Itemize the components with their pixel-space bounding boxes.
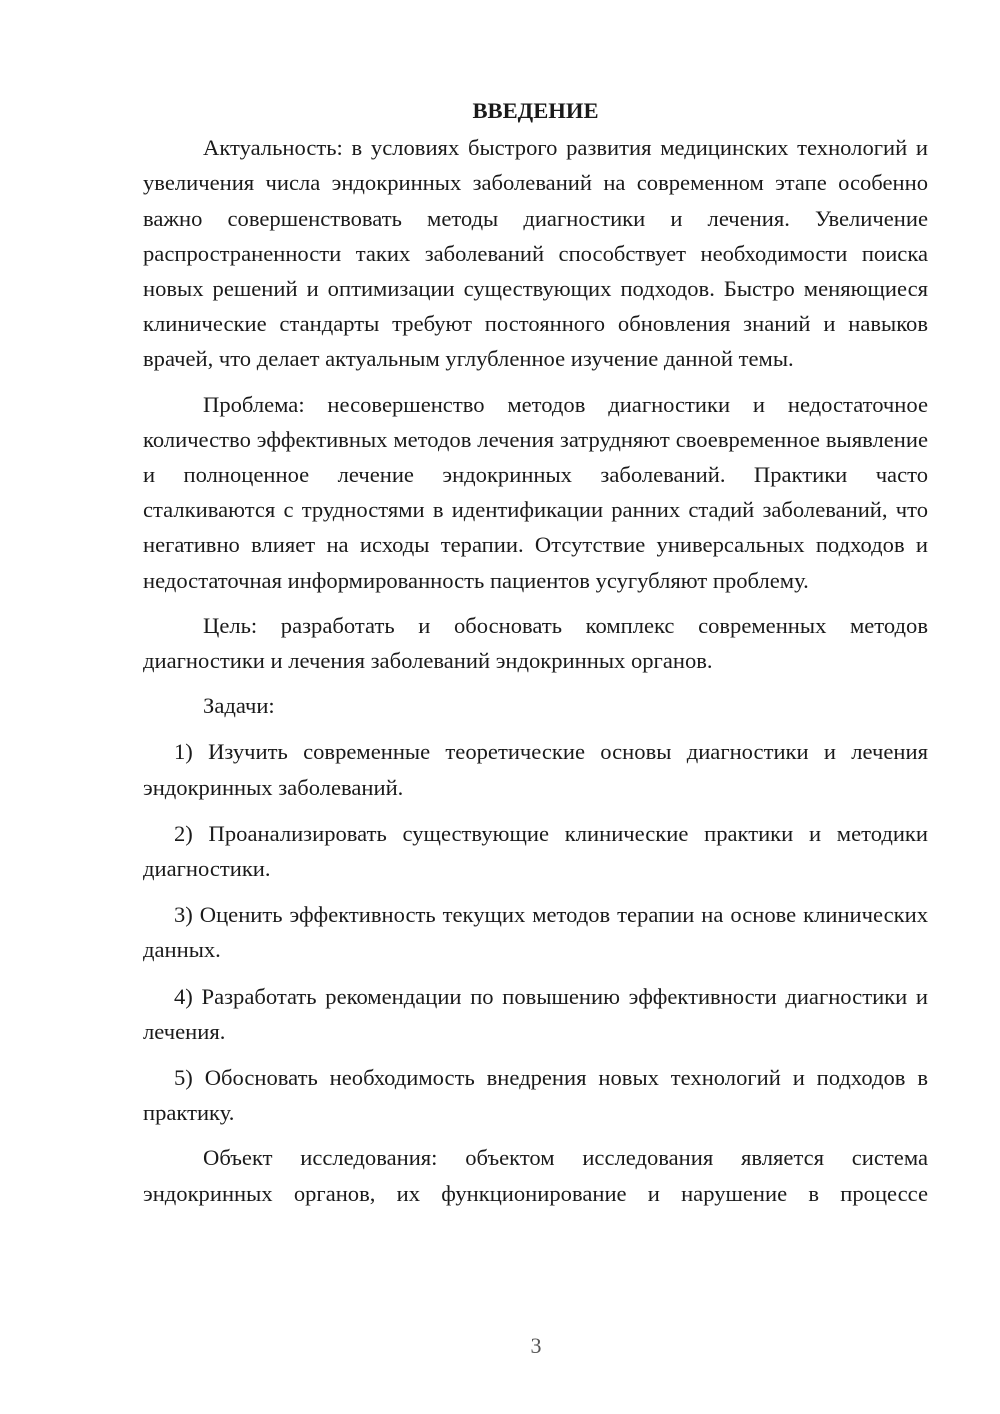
paragraph-tasks-title: Задачи: xyxy=(203,693,275,719)
paragraph-problem: Проблема: несовершенство методов диагностики и недостаточное количество эффективных методов лечения затрудняют своевременное выявление и полноценное лечение эндокринных заболеваний. Практики часто сталкиваются с трудностями в идентификации ранних стадий заболеваний, что негативно влияет на исходы терапии. Отсутствие универсальных подходов и недостаточная информированность пациентов усугубляют проблему. xyxy=(143,391,928,593)
document-page xyxy=(143,93,928,1211)
paragraph-goal: Цель: разработать и обосновать комплекс современных методов диагностики и лечения заболеваний эндокринных органов. xyxy=(143,612,928,674)
task-item-5: 5) Обосновать необходимость внедрения новых технологий и подходов в практику. xyxy=(143,1065,928,1126)
task-item-4: 4) Разработать рекомендации по повышению эффективности диагностики и лечения. xyxy=(143,983,928,1044)
task-item-1: 1) Изучить современные теоретические основы диагностики и лечения эндокринных заболеваний. xyxy=(143,739,928,800)
page-heading: ВВЕДЕНИЕ xyxy=(472,98,599,123)
task-item-2: 2) Проанализировать существующие клинические практики и методики диагностики. xyxy=(143,820,928,882)
task-item-3: 3) Оценить эффективность текущих методов терапии на основе клинических данных. xyxy=(143,902,928,963)
page-number: 3 xyxy=(530,1333,542,1358)
paragraph-relevance: Актуальность: в условиях быстрого развития медицинских технологий и увеличения числа эндокринных заболеваний на современном этапе особенно важно совершенствовать методы диагностики и лечения. Увеличение распространенности таких заболеваний способствует необходимости поиска новых решений и оптимизации существующих подходов. Быстро меняющиеся клинические стандарты требуют постоянного обновления знаний и навыков врачей, что делает актуальным углубленное изучение данной темы. xyxy=(143,135,928,372)
paragraph-object: Объект исследования: объектом исследования является система эндокринных органов, их функционирование и нарушение в процессе xyxy=(143,1145,928,1206)
